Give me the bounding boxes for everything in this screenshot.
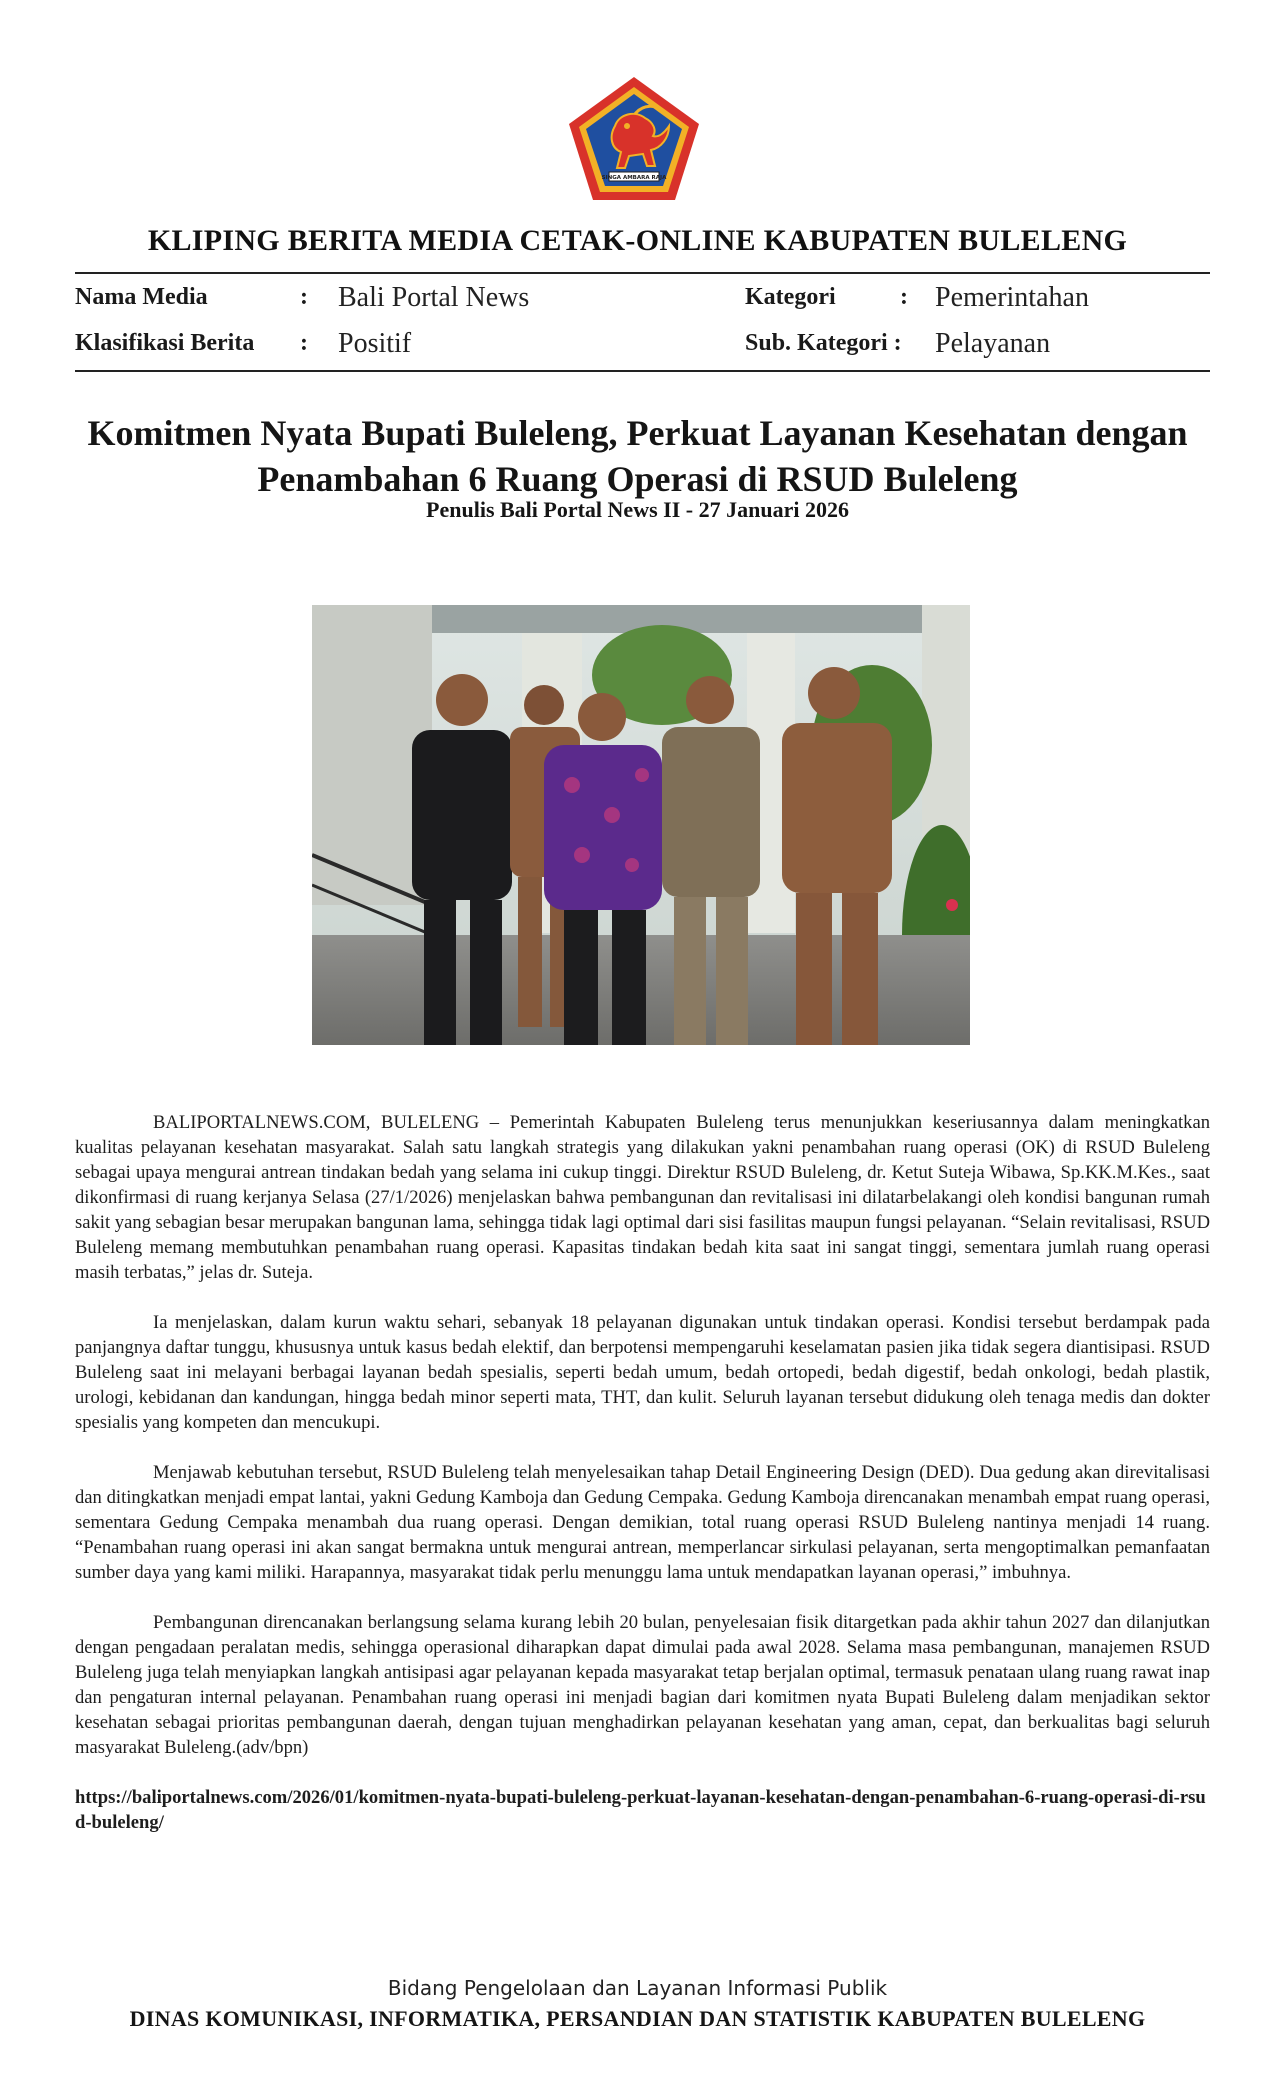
svg-text:SINGA AMBARA RAJA: SINGA AMBARA RAJA	[601, 175, 667, 181]
headline-line-2: Penambahan 6 Ruang Operasi di RSUD Buleleng	[257, 459, 1018, 499]
article-byline: Penulis Bali Portal News II - 27 Januari 2026	[426, 497, 849, 522]
meta-colon: :	[300, 330, 308, 356]
source-url-link[interactable]: https://baliportalnews.com/2026/01/komitmen-nyata-bupati-buleleng-perkuat-layanan-kesehatan-dengan-penambahan-6-ruang-operasi-di-rsud-buleleng/	[75, 1787, 1206, 1833]
nama-media-value: Bali Portal News	[338, 282, 530, 313]
kategori-label: Kategori	[745, 284, 836, 310]
meta-top-rule	[75, 272, 1210, 274]
sub-kategori-value: Pelayanan	[935, 328, 1051, 359]
meta-colon: :	[300, 284, 308, 310]
meta-colon: :	[900, 284, 908, 310]
buleleng-emblem-logo	[565, 74, 703, 204]
footer-department: Bidang Pengelolaan dan Layanan Informasi Publik	[387, 1976, 888, 2000]
klasifikasi-label: Klasifikasi Berita	[75, 330, 255, 356]
footer-agency: DINAS KOMUNIKASI, INFORMATIKA, PERSANDIAN DAN STATISTIK KABUPATEN BULELENG	[129, 2006, 1146, 2031]
headline-line-1: Komitmen Nyata Bupati Buleleng, Perkuat Layanan Kesehatan dengan	[87, 413, 1188, 453]
kategori-value: Pemerintahan	[935, 282, 1089, 313]
article-paragraph: Menjawab kebutuhan tersebut, RSUD Buleleng telah menyelesaikan tahap Detail Engineering Design (DED). Dua gedung akan direvitalisasi dan ditingkatkan menjadi empat lantai, yakni Gedung Kamboja dan Gedung Cempaka. Gedung Kamboja direncanakan menambah empat ruang operasi, sementara Gedung Cempaka menambah dua ruang operasi. Dengan demikian, total ruang operasi RSUD Buleleng nantinya menjadi 14 ruang. “Penambahan ruang operasi ini akan sangat bermakna untuk mengurai antrean, memperlancar sirkulasi pelayanan, serta mengoptimalkan pemanfaatan sumber daya yang kami miliki. Harapannya, masyarakat tidak perlu menunggu lama untuk mendapatkan layanan operasi,” imbuhnya.	[75, 1462, 1210, 1583]
meta-bottom-rule	[75, 370, 1210, 372]
article-photo	[312, 605, 970, 1045]
nama-media-label: Nama Media	[75, 284, 208, 310]
article-paragraph: BALIPORTALNEWS.COM, BULELENG – Pemerintah Kabupaten Buleleng terus menunjukkan keseriusannya dalam meningkatkan kualitas pelayanan kesehatan masyarakat. Salah satu langkah strategis yang dilakukan yakni penambahan ruang operasi (OK) di RSUD Buleleng sebagai upaya mengurai antrean tindakan bedah yang selama ini cukup tinggi. Direktur RSUD Buleleng, dr. Ketut Suteja Wibawa, Sp.KK.M.Kes., saat dikonfirmasi di ruang kerjanya Selasa (27/1/2026) menjelaskan bahwa pembangunan dan revitalisasi ini dilatarbelakangi oleh kondisi bangunan rumah sakit yang sebagian besar merupakan bangunan lama, sehingga tidak lagi optimal dari sisi fasilitas maupun fungsi pelayanan. “Selain revitalisasi, RSUD Buleleng memang membutuhkan penambahan ruang operasi. Kapasitas tindakan bedah kita saat ini sangat tinggi, sementara jumlah ruang operasi masih terbatas,” jelas dr. Suteja.	[75, 1112, 1210, 1283]
sub-kategori-label: Sub. Kategori :	[745, 330, 902, 356]
article-paragraph: Pembangunan direncanakan berlangsung selama kurang lebih 20 bulan, penyelesaian fisik ditargetkan pada akhir tahun 2027 dan dilanjutkan dengan pengadaan peralatan medis, sehingga operasional diharapkan dapat dimulai pada awal 2028. Selama masa pembangunan, manajemen RSUD Buleleng juga telah menyiapkan langkah antisipasi agar pelayanan kepada masyarakat tetap berjalan optimal, termasuk penataan ulang ruang rawat inap dan pengaturan internal pelayanan. Penambahan ruang operasi ini menjadi bagian dari komitmen nyata Bupati Buleleng dalam menjadikan sektor kesehatan sebagai prioritas pembangunan daerah, dengan tujuan menghadirkan pelayanan kesehatan yang aman, cepat, dan berkualitas bagi seluruh masyarakat Buleleng.(adv/bpn)	[75, 1612, 1210, 1758]
article-body	[75, 1110, 1210, 1860]
klasifikasi-value: Positif	[338, 328, 412, 359]
article-headline	[60, 410, 1215, 502]
article-paragraph: Ia menjelaskan, dalam kurun waktu sehari, sebanyak 18 pelayanan digunakan untuk tindakan operasi. Kondisi tersebut berdampak pada panjangnya daftar tunggu, khususnya untuk kasus bedah elektif, dan berpotensi mempengaruhi keselamatan pasien jika tidak segera diantisipasi. RSUD Buleleng saat ini melayani berbagai layanan bedah spesialis, seperti bedah umum, bedah ortopedi, bedah digestif, bedah onkologi, bedah plastik, urologi, kebidanan dan kandungan, hingga bedah minor seperti mata, THT, dan kulit. Seluruh layanan tersebut didukung oleh tenaga medis dan dokter spesialis yang kompeten dan mencukupi.	[75, 1312, 1210, 1433]
kliping-title: KLIPING BERITA MEDIA CETAK-ONLINE KABUPATEN BULELENG	[147, 224, 1128, 257]
